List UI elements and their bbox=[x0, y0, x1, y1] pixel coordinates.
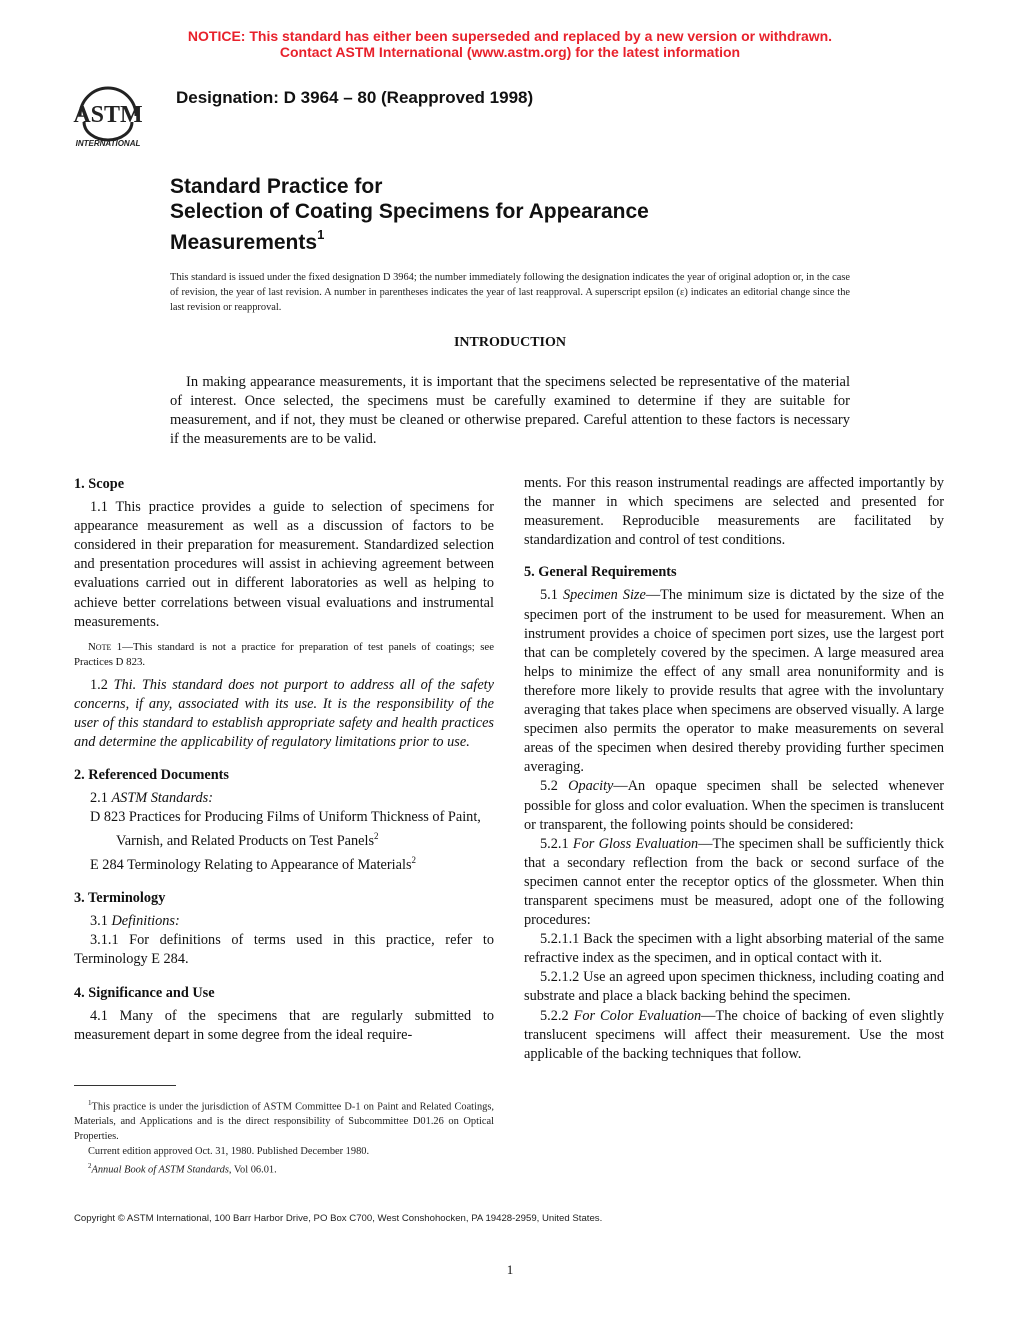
para-5-2-1-1: 5.2.1.1 Back the specimen with a light absorbing material of the same refractive index as the specimen, and in optical contact with it. bbox=[524, 931, 944, 967]
para-5-2-2-term: For Color Evaluation bbox=[573, 1007, 702, 1024]
para-4-1-continued: ments. For this reason instrumental readings are affected importantly by the manner in which specimens are selected and presented for measurement. Reproducible measurements are facilitated by standardization and control of test conditions. bbox=[524, 475, 944, 549]
astm-logo bbox=[62, 76, 162, 148]
para-5-2-1-num: 5.2.1 bbox=[540, 835, 573, 852]
footnotes bbox=[74, 1096, 494, 1178]
para-5-2 bbox=[524, 777, 944, 834]
section-4-heading: 4. Significance and Use bbox=[74, 984, 215, 1001]
para-3-1-text: Definitions: bbox=[111, 913, 180, 930]
para-1-2 bbox=[74, 676, 494, 752]
footnote-2-mark: 2 bbox=[88, 1162, 92, 1171]
logo-subtitle: INTERNATIONAL bbox=[75, 139, 141, 148]
para-1-2-text: Thi. This standard does not purport to address all of the safety concerns, if any, associated with its use. It is the responsibility of the user of this standard to establish appropriate safety and health practices and determine the applicability of regulatory limitations prior to use. bbox=[74, 676, 494, 751]
para-2-1-text: ASTM Standards: bbox=[111, 790, 213, 807]
footnote-1-edition: Current edition approved Oct. 31, 1980. Published December 1980. bbox=[88, 1146, 370, 1158]
title-line-2: Selection of Coating Specimens for Appearance bbox=[170, 200, 649, 223]
section-1-heading: 1. Scope bbox=[74, 476, 125, 492]
footnote-1-mark: 1 bbox=[88, 1099, 92, 1107]
para-5-2-1-2: 5.2.1.2 Use an agreed upon specimen thickness, including coating and substrate and place a black backing behind the specimen. bbox=[524, 969, 944, 1005]
standard-issuance-note: This standard is issued under the fixed designation D 3964; the number immediately following the designation indicates the year of original adoption or, in the case of revision, the year of last revision. A number in parentheses indicates the year of last reapproval. A superscript epsilon (ε) indicates an editorial change since the last revision or reapproval. bbox=[170, 272, 851, 313]
footnote-1 bbox=[74, 1096, 494, 1144]
para-2-1-num: 2.1 bbox=[90, 790, 112, 807]
left-column bbox=[74, 465, 494, 1045]
para-5-2-1-text: —The specimen shall be sufficiently thick that a secondary reflection from the back or second surface of the specimen cannot enter the receptor optics of the glossmeter. When thin transparent specimens must be measured, adopt one of the following procedures: bbox=[524, 835, 945, 929]
title-line-3 bbox=[170, 224, 324, 256]
section-2-heading: 2. Referenced Documents bbox=[74, 767, 229, 784]
para-5-2-term: Opacity bbox=[568, 778, 614, 795]
designation: Designation: D 3964 – 80 (Reapproved 1998) bbox=[176, 88, 534, 107]
introduction-text: In making appearance measurements, it is important that the specimens selected be representative of the material of interest. Once selected, the specimens must be carefully examined to determine if they are suitable for measurement, and if not, they must be cleaned or otherwise prepared. Careful attention to these factors is necessary if the measurements are to be valid. bbox=[170, 374, 850, 447]
note-1-label: Note bbox=[88, 640, 112, 653]
para-2-1 bbox=[74, 789, 494, 808]
para-5-1 bbox=[524, 586, 944, 777]
reference-d823 bbox=[74, 808, 494, 851]
para-5-2-num: 5.2 bbox=[540, 778, 569, 795]
introduction-heading: INTRODUCTION bbox=[453, 335, 566, 350]
title-line-1: Standard Practice for bbox=[170, 175, 383, 198]
para-3-1-num: 3.1 bbox=[90, 913, 112, 930]
reference-e284-sup: 2 bbox=[411, 855, 417, 866]
footnote-1-text: This practice is under the jurisdiction of ASTM Committee D-1 on Paint and Related Coatings, Materials, and Applications and is the direct responsibility of Subcommittee D01.26 on Optical Properties. bbox=[74, 1101, 494, 1143]
para-5-2-2-num: 5.2.2 bbox=[540, 1007, 574, 1024]
footnote-rule bbox=[74, 1085, 176, 1086]
reference-d823-text: D 823 Practices for Producing Films of Uniform Thickness of Paint, Varnish, and Related Products on Test Panels bbox=[90, 809, 481, 850]
reference-e284-text: E 284 Terminology Relating to Appearance of Materials bbox=[90, 857, 412, 874]
footnote-2 bbox=[74, 1159, 494, 1177]
para-5-1-text: —The minimum size is dictated by the size of the specimen port of the instrument to be used for measurement. When an instrument provides a choice of specimen port sizes, use the largest port that can be completely covered by the specimen. A large measured area helps to minimize the effect of any small area nonuniformity and is therefore more likely to provide results that agree with the involuntary averaging that takes place when specimens are observed visually. A large specimen also permits the operator to make measurements on several areas of the specimen when desired thereby providing further specimen averaging. bbox=[524, 587, 944, 776]
para-3-1 bbox=[74, 912, 494, 931]
reference-e284 bbox=[74, 851, 494, 875]
para-5-2-2-text: —The choice of backing of even slightly translucent specimens will affect their measurement. Use the most applicable of the backing techniques that follow. bbox=[524, 1007, 944, 1062]
para-1-2-num: 1.2 bbox=[90, 676, 114, 693]
footnote-2-title: Annual Book of ASTM Standards bbox=[91, 1164, 229, 1176]
para-5-2-1-term: For Gloss Evaluation bbox=[572, 835, 699, 852]
para-1-1: 1.1 This practice provides a guide to selection of specimens for appearance measurement as well as a discussion of factors to be considered in their preparation for measurement. Standardized selection and presentation procedures will assist in achieving agreement between evaluations carried out in different laboratories as well as helping to achieve better correlations between visual evaluations and instrumental measurements. bbox=[74, 499, 494, 630]
notice-line-1: NOTICE: This standard has either been superseded and replaced by a new version or withdrawn. bbox=[187, 28, 833, 44]
section-3-heading: 3. Terminology bbox=[74, 890, 166, 907]
title-line-3-text: Measurements bbox=[170, 231, 318, 254]
logo-letters: ASTM bbox=[73, 102, 143, 128]
section-5-heading: 5. General Requirements bbox=[524, 564, 677, 581]
title-footnote-mark: 1 bbox=[317, 227, 325, 242]
para-5-2-text: —An opaque specimen shall be selected whenever possible for gloss and color evaluation. When the specimen is translucent or transparent, the following points should be considered: bbox=[524, 778, 944, 833]
para-5-1-term: Specimen Size bbox=[562, 587, 646, 604]
notice-line-2: Contact ASTM International (www.astm.org) for the latest information bbox=[279, 44, 741, 60]
footnote-2-rest: , Vol 06.01. bbox=[228, 1164, 277, 1176]
para-3-1-1: 3.1.1 For definitions of terms used in this practice, refer to Terminology E 284. bbox=[74, 932, 494, 968]
para-5-2-2 bbox=[524, 1007, 944, 1064]
note-1 bbox=[74, 640, 494, 670]
para-5-1-num: 5.1 bbox=[540, 587, 563, 604]
para-5-2-1 bbox=[524, 835, 944, 930]
reference-d823-sup: 2 bbox=[374, 831, 379, 842]
para-4-1: 4.1 Many of the specimens that are regularly submitted to measurement depart in some degree from the ideal require- bbox=[74, 1007, 494, 1043]
copyright-line: Copyright © ASTM International, 100 Barr Harbor Drive, PO Box C700, West Conshohocken, PA 19428-2959, United States. bbox=[74, 1213, 603, 1224]
right-column bbox=[524, 474, 944, 1064]
note-1-text: 1—This standard is not a practice for preparation of test panels of coatings; see Practices D 823. bbox=[74, 640, 494, 668]
page-number: 1 bbox=[506, 1262, 514, 1277]
